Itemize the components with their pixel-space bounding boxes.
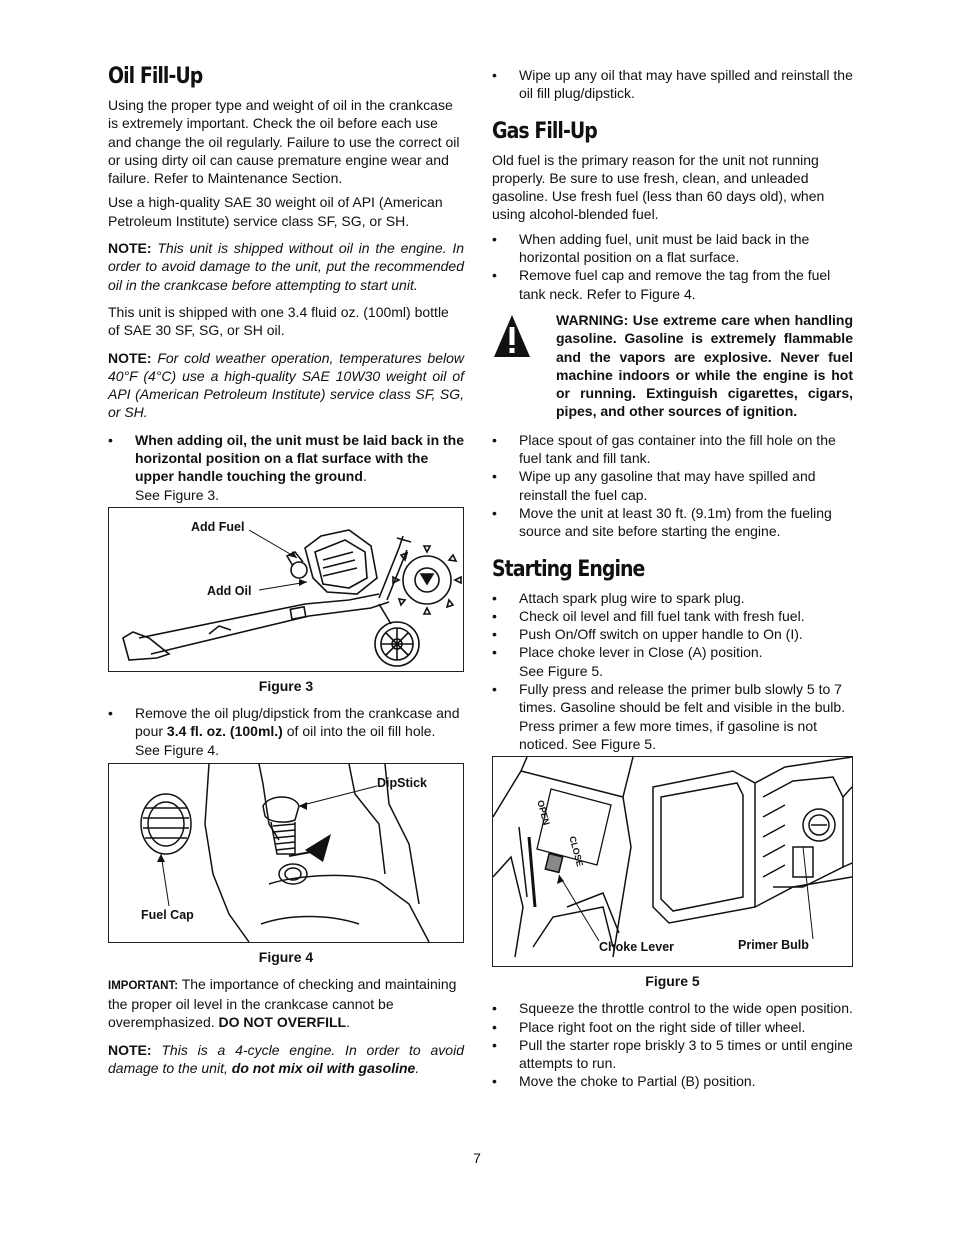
- figure-4: [108, 763, 464, 943]
- figure-3: [108, 507, 464, 672]
- choke-primer-illustration: [493, 757, 852, 966]
- important-label: IMPORTANT:: [108, 979, 179, 992]
- figure-3-caption: Figure 3: [258, 677, 314, 694]
- starting-engine-heading: Starting Engine: [492, 556, 645, 582]
- note-label: NOTE:: [108, 1041, 152, 1058]
- bullet-see-figure: See Figure 5.: [519, 662, 604, 679]
- important-text: The importance of checking and maintaining the proper oil level in the crankcase cannot be overemphasized.: [108, 975, 457, 1031]
- list-item: • Remove fuel cap and remove the tag from the fuel tank neck. Refer to Figure 4.: [492, 266, 853, 303]
- gas-paragraph-1: Old fuel is the primary reason for the unit not running properly. Be sure to use fresh, clean, and unleaded gasoline. Use fresh fuel (less than 60 days old), when using alcohol-blended fuel.: [492, 151, 825, 223]
- oil-note-1: [108, 239, 464, 294]
- note-text: For cold weather operation, temperatures below 40°F (4°C) use a high-quality SAE 10W30 weight oil of API (American Petroleum Institute) service class SF, SG, or SH.: [108, 349, 464, 421]
- oil-note-3: [108, 1041, 464, 1078]
- bullet-see-figure: See Figure 3.: [135, 486, 220, 503]
- important-note: [108, 975, 464, 1032]
- decal-open-label: OPEN: [535, 799, 552, 827]
- note-label: NOTE:: [108, 240, 152, 257]
- list-item: • Wipe up any gasoline that may have spilled and reinstall the fuel cap.: [492, 467, 853, 504]
- list-item: • Check oil level and fill fuel tank with fresh fuel.: [492, 607, 853, 625]
- important-bold-text: DO NOT OVERFILL: [218, 1014, 347, 1031]
- gas-fill-up-heading: Gas Fill-Up: [492, 118, 597, 144]
- gas-top-bullets: [492, 66, 853, 103]
- list-item: • Move the unit at least 30 ft. (9.1m) from the fueling source and site before starting the engine.: [492, 504, 853, 541]
- choke-lever-label: Choke Lever: [599, 940, 675, 955]
- list-item: [492, 643, 853, 680]
- note-text-end: .: [415, 1060, 420, 1077]
- add-oil-label: Add Oil: [207, 583, 252, 598]
- list-item: [108, 704, 464, 759]
- oil-bullet-list-2: [108, 704, 464, 759]
- bullet-bold-text: 3.4 fl. oz. (100ml.): [166, 723, 283, 740]
- note-text: This is a 4-cycle engine. In order to avoid damage to the unit,: [108, 1041, 464, 1077]
- note-bold-text: do not mix oil with gasoline: [231, 1060, 416, 1077]
- warning-text: WARNING: Use extreme care when handling gasoline. Gasoline is extremely flammable and the vapors are explosive. Never fuel machine indoors or while the engine is hot or running. Extinguish cigarettes, cigars, pipes, and other sources of ignition.: [556, 311, 853, 420]
- oil-paragraph-1: Using the proper type and weight of oil in the crankcase is extremely important. Check the oil before each use and change the oil regularly. Failure to use the correct oil or using dirty oil can cause premature engine wear and failure. Refer to Maintenance Section.: [108, 97, 460, 187]
- gas-bullets-2: [492, 431, 853, 541]
- oil-note-2: [108, 349, 464, 422]
- fuel-cap-label: Fuel Cap: [141, 907, 194, 922]
- right-column: [492, 66, 853, 1091]
- add-fuel-label: Add Fuel: [191, 519, 245, 534]
- figure-5: [492, 756, 853, 967]
- warning-icon: [492, 313, 532, 359]
- list-item: • Move the choke to Partial (B) position.: [492, 1072, 853, 1090]
- warning-block: [492, 311, 853, 421]
- list-item: • When adding fuel, unit must be laid back in the horizontal position on a flat surface.: [492, 230, 853, 267]
- decal-close-label: CLOSE: [567, 835, 586, 868]
- start-bullets-2: [492, 999, 853, 1090]
- bullet-bold-text: When adding oil, the unit must be laid back in the horizontal position on a flat surface with the upper handle touching the ground: [135, 431, 465, 485]
- oil-fill-up-heading: Oil Fill-Up: [108, 64, 203, 89]
- list-item: • Place right foot on the right side of tiller wheel.: [492, 1018, 853, 1036]
- oil-paragraph-2: Use a high-quality SAE 30 weight oil of API (American Petroleum Institute) service class SF, SG, or SH.: [108, 194, 443, 229]
- bullet-text: Place choke lever in Close (A) position.: [519, 644, 763, 661]
- list-item: [108, 431, 464, 504]
- list-item: • Squeeze the throttle control to the wide open position.: [492, 999, 853, 1017]
- list-item: • Push On/Off switch on upper handle to On (I).: [492, 625, 853, 643]
- figure-4-caption: Figure 4: [258, 948, 314, 965]
- left-column: [108, 64, 464, 1083]
- figure-5-caption: Figure 5: [645, 973, 700, 990]
- bullet-text: of oil into the oil fill hole. See Figure 4.: [135, 723, 436, 758]
- oil-paragraph-3: This unit is shipped with one 3.4 fluid oz. (100ml) bottle of SAE 30 SF, SG, or SH oil.: [108, 303, 449, 339]
- tiller-illustration: [109, 508, 463, 671]
- list-item: • Attach spark plug wire to spark plug.: [492, 589, 853, 607]
- bullet-text: .: [362, 468, 367, 485]
- page-number: 7: [473, 1150, 481, 1166]
- note-label: NOTE:: [108, 349, 152, 366]
- note-text: This unit is shipped without oil in the engine. In order to avoid damage to the unit, put the recommended oil in the crankcase before attempting to start unit.: [108, 240, 464, 293]
- list-item: • Place spout of gas container into the fill hole on the fuel tank and fill tank.: [492, 431, 853, 468]
- important-text-end: .: [346, 1014, 350, 1031]
- oil-bullet-list-1: [108, 431, 464, 504]
- primer-bulb-label: Primer Bulb: [738, 938, 809, 953]
- gas-bullets-1: [492, 230, 853, 303]
- bullet-text: Remove the oil plug/dipstick from the crankcase and pour: [135, 704, 460, 740]
- list-item: • Pull the starter rope briskly 3 to 5 times or until engine attempts to run.: [492, 1036, 853, 1073]
- list-item: • Fully press and release the primer bulb slowly 5 to 7 times. Gasoline should be felt and visible in the bulb. Press primer a few more times, if gasoline is not noticed. See Figure 5.: [492, 680, 853, 753]
- list-item: • Wipe up any oil that may have spilled and reinstall the oil fill plug/dipstick.: [492, 66, 853, 103]
- start-bullets-1: [492, 589, 853, 754]
- dipstick-label: DipStick: [377, 775, 428, 790]
